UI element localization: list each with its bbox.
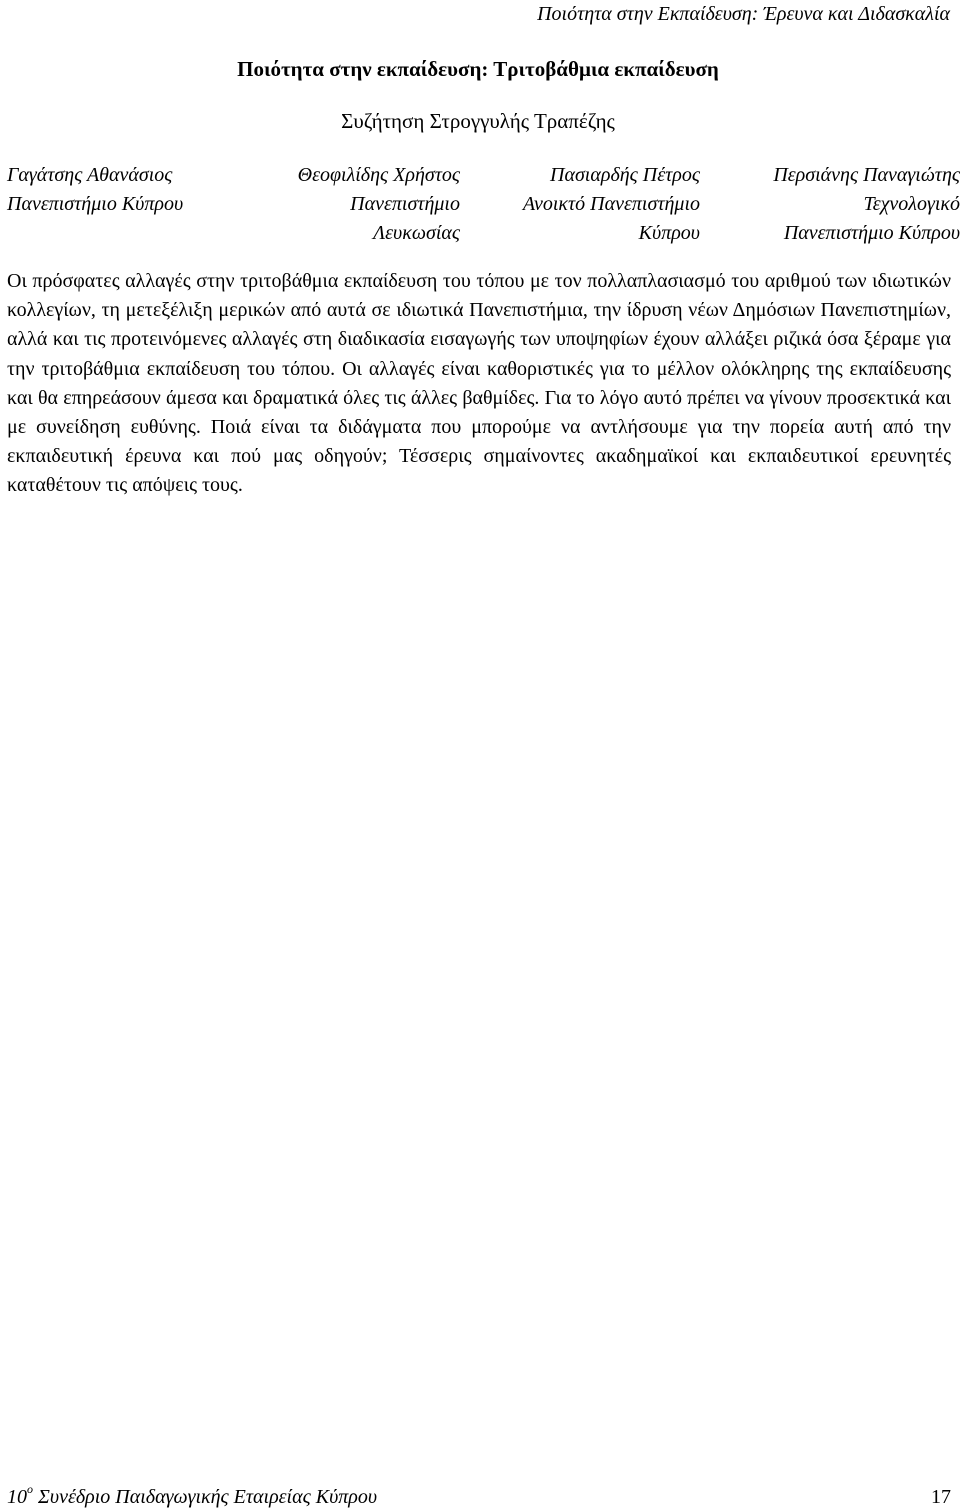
author-name: Γαγάτσης Αθανάσιος: [7, 164, 173, 186]
page-number: 17: [931, 1486, 951, 1508]
footer-conference-name: Συνέδριο Παιδαγωγικής Εταιρείας Κύπρου: [38, 1486, 378, 1508]
running-header: Ποιότητα στην Εκπαίδευση: Έρευνα και Διδασκαλία: [537, 3, 950, 25]
author-name: Περσιάνης Παναγιώτης: [773, 164, 960, 186]
author-affiliation: Τεχνολογικό: [863, 193, 960, 215]
footer-conference: [7, 1482, 378, 1509]
author-affiliation: Πανεπιστήμιο Κύπρου: [7, 193, 184, 215]
author-block: [7, 161, 183, 219]
author-block: [298, 161, 460, 248]
abstract-paragraph: Οι πρόσφατες αλλαγές στην τριτοβάθμια εκπαίδευση του τόπου με τον πολλαπλασιασμό του αριθμού των ιδιωτικών κολλεγίων, τη μετεξέλιξη μερικών από αυτά σε ιδιωτικά Πανεπιστήμια, την ίδρυση νέων Δημόσιων Πανεπιστημίων, αλλά και τις προτεινόμενες αλλαγές στη διαδικασία εισαγωγής των υποψηφίων έχουν αλλάξει ριζικά όσα ξέραμε για την τριτοβάθμια εκπαίδευση του τόπου. Οι αλλαγές είναι καθοριστικές για το μέλλον ολόκληρης της εκπαίδευσης και θα επηρεάσουν άμεσα και δραματικά όλες τις άλλες βαθμίδες. Για το λόγο αυτό πρέπει να γίνουν προσεκτικά και με συνείδηση ευθύνης. Ποιά είναι τα διδάγματα που μπορούμε να αντλήσουμε για την πορεία αυτή από την εκπαιδευτική έρευνα και πού μας οδηγούν; Τέσσερις σημαίνοντες ακαδημαϊκοί και εκπαιδευτικοί ερευνητές καταθέτουν τις απόψεις τους.: [7, 270, 951, 497]
author-block: [773, 161, 960, 248]
footer-conference-number: 10: [7, 1486, 27, 1508]
session-title: Συζήτηση Στρογγυλής Τραπέζης: [341, 109, 615, 133]
footer-ordinal-suffix: ο: [27, 1482, 33, 1497]
author-name: Πασιαρδής Πέτρος: [550, 164, 700, 186]
paper-title: Ποιότητα στην εκπαίδευση: Τριτοβάθμια εκπαίδευση: [237, 57, 719, 81]
author-affiliation: Πανεπιστήμιο: [350, 193, 460, 215]
author-block: [523, 161, 700, 248]
author-name: Θεοφιλίδης Χρήστος: [297, 164, 460, 186]
author-affiliation: Λευκωσίας: [373, 222, 460, 244]
author-affiliation: Ανοικτό Πανεπιστήμιο: [522, 193, 700, 215]
author-affiliation: Κύπρου: [638, 222, 700, 244]
author-affiliation: Πανεπιστήμιο Κύπρου: [783, 222, 960, 244]
